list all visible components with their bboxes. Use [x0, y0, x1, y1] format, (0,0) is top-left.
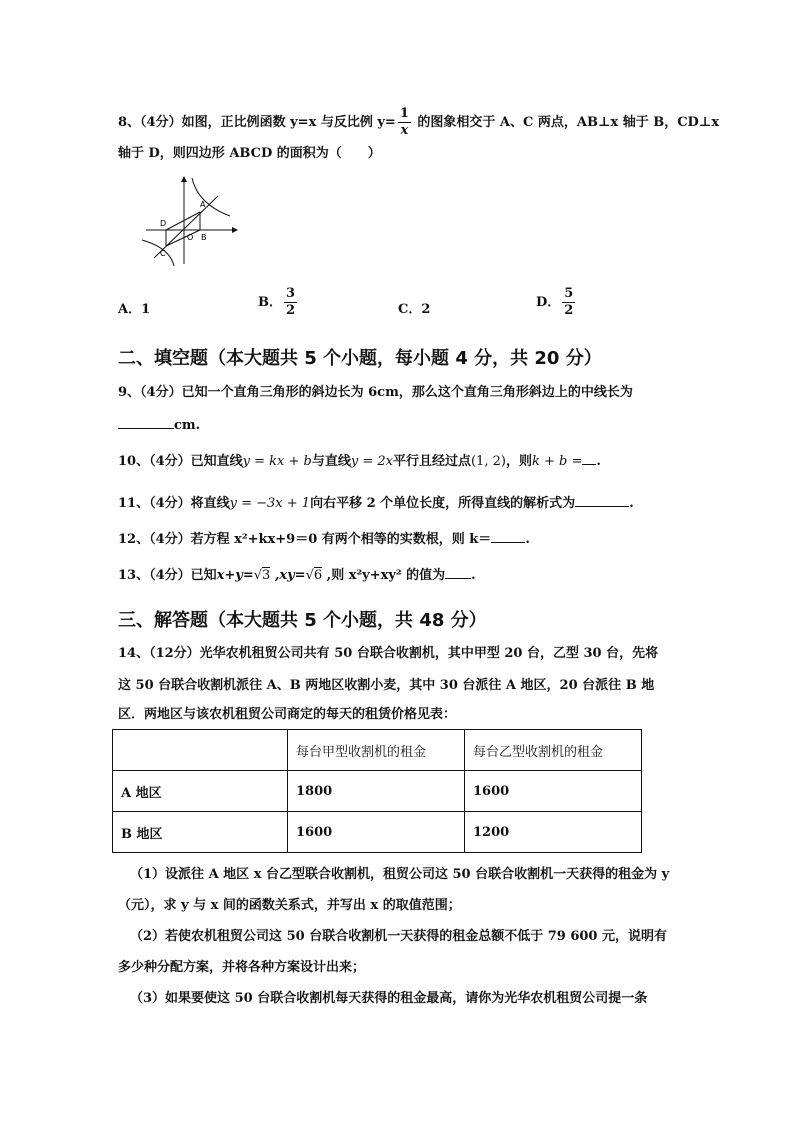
- table-row: [113, 771, 642, 812]
- q9-blank[interactable]: [118, 416, 174, 429]
- q14-line1: 14、（12分）光华农机租贸公司共有 50 台联合收割机，其中甲型 20 台，乙型 30 台，先将: [118, 646, 659, 661]
- table-row: [113, 812, 642, 853]
- choice-a-value: 1: [141, 302, 151, 317]
- q8-frac-den: x: [400, 123, 409, 138]
- table-cell: 1600: [465, 771, 642, 812]
- choice-b-den: 2: [286, 303, 296, 318]
- q13-part2: ,xy=: [270, 568, 306, 583]
- q14-part2-line2: 多少种分配方案，并将各种方案设计出来；: [118, 960, 366, 975]
- q8-fraction: [398, 106, 411, 139]
- table-header-cell: 每台甲型收割机的租金: [288, 730, 465, 771]
- choice-d-letter: D．: [536, 295, 561, 310]
- q11-eq: y = −3x + 1: [229, 496, 311, 511]
- q8-text-b: 的图象相交于 A、C 两点，AB⊥x 轴于 B，CD⊥x: [412, 115, 720, 130]
- label-A: A: [200, 200, 206, 209]
- rental-price-table: [112, 729, 642, 853]
- q10-suffix: .: [596, 454, 601, 469]
- choice-d-den: 2: [564, 303, 574, 318]
- q8-figure: [140, 174, 240, 266]
- label-O: O: [187, 233, 194, 242]
- section3-title: 三、解答题（本大题共 5 个小题，共 48 分）: [118, 610, 487, 631]
- q9-line1: 9、（4分）已知一个直角三角形的斜边长为 6cm，那么这个直角三角形斜边上的中线长为: [118, 385, 633, 400]
- q14-line3: 区．两地区与该农机租贸公司商定的每天的租赁价格见表：: [118, 707, 457, 722]
- choice-b-letter: B．: [258, 295, 282, 310]
- q14-part2-line1: （2）若使农机租贸公司这 50 台联合收割机一天获得的租金总额不低于 79 600 元，说明有: [130, 929, 667, 944]
- label-B: B: [201, 233, 207, 242]
- table-header-row: [113, 730, 642, 771]
- q10-eq1: y = kx + b: [242, 454, 312, 469]
- segment-AD: [166, 212, 200, 230]
- q10-line: [118, 452, 601, 471]
- y-axis-arrow: [181, 176, 187, 182]
- q14-line2: 这 50 台联合收割机派往 A、B 两地区收割小麦，其中 30 台派往 A 地区，20 台派往 B 地: [118, 678, 655, 693]
- q12-text: 12、（4分）若方程 x²+kx+9＝0 有两个相等的实数根，则 k＝: [118, 532, 492, 547]
- q8-line2: 轴于 D，则四边形 ABCD 的面积为（ ）: [118, 146, 381, 161]
- q13-prefix: 13、（4分）已知: [118, 568, 217, 583]
- q13-part1: x+y=: [216, 568, 254, 583]
- table-cell: 1200: [465, 812, 642, 853]
- q12-line: [118, 530, 530, 549]
- q12-blank[interactable]: [491, 530, 525, 543]
- q11-blank[interactable]: [575, 494, 629, 507]
- choice-c-letter: C．: [398, 302, 422, 317]
- label-D: D: [160, 219, 167, 228]
- section2-title: 二、填空题（本大题共 5 个小题，每小题 4 分，共 20 分）: [118, 348, 602, 369]
- q8-choice-c[interactable]: [398, 298, 430, 317]
- q8-frac-num: 1: [399, 106, 409, 121]
- hyperbola-branch-1: [192, 178, 230, 216]
- table-cell: 1600: [288, 812, 465, 853]
- choice-d-num: 5: [564, 286, 574, 301]
- q10-mid2: 平行且经过点: [392, 454, 471, 469]
- q13-sqrt2: 6: [313, 568, 323, 583]
- table-header-cell: [113, 730, 288, 771]
- q11-text: 向右平移 2 个单位长度，所得直线的解析式为: [310, 496, 576, 511]
- q8-text-a: 8、（4分）如图，正比例函数 y=x 与反比例 y=: [118, 115, 396, 130]
- q10-point: (1, 2): [470, 454, 506, 469]
- q9-line2: [118, 416, 200, 435]
- q13-blank[interactable]: [445, 566, 471, 579]
- q10-prefix: 10、（4分）已知直线: [118, 454, 243, 469]
- q13-suffix: .: [471, 568, 476, 583]
- choice-b-num: 3: [286, 286, 296, 301]
- segment-CB: [166, 230, 200, 246]
- sqrt-sign: √: [253, 568, 263, 583]
- q13-part3: ,则 x²y+xy² 的值为: [322, 568, 446, 583]
- q10-eq3: k + b =: [531, 454, 583, 469]
- label-C: C: [160, 249, 166, 258]
- choice-c-value: 2: [421, 302, 431, 317]
- table-cell: 1800: [288, 771, 465, 812]
- q8-choice-b[interactable]: [258, 286, 299, 319]
- q12-suffix: .: [525, 532, 530, 547]
- q8-line1: [118, 106, 719, 139]
- q10-blank[interactable]: [582, 452, 596, 465]
- q8-choice-d[interactable]: [536, 286, 577, 319]
- q13-line: [118, 566, 476, 585]
- q14-part3-line1: （3）如果要使这 50 台联合收割机每天获得的租金最高，请你为光华农机租贸公司提一条: [130, 991, 648, 1006]
- sqrt-sign: √: [305, 568, 314, 583]
- q10-mid: 与直线: [311, 454, 351, 469]
- q11-prefix: 11、（4分）将直线: [118, 496, 230, 511]
- table-header-cell: 每台乙型收割机的租金: [465, 730, 642, 771]
- q10-mid3: ，则: [505, 454, 532, 469]
- q11-suffix: .: [629, 496, 634, 511]
- q8-choice-a[interactable]: [118, 298, 150, 317]
- q10-eq2: y = 2x: [350, 454, 393, 469]
- q9-suffix: cm.: [174, 418, 201, 433]
- x-axis-arrow: [232, 227, 238, 233]
- choice-a-letter: A．: [118, 302, 142, 317]
- table-cell: B 地区: [113, 812, 288, 853]
- q14-part1-line1: （1）设派往 A 地区 x 台乙型联合收割机，租贸公司这 50 台联合收割机一天获得的租金为 y: [130, 867, 670, 882]
- q14-part1-line2: （元），求 y 与 x 间的函数关系式，并写出 x 的取值范围；: [118, 898, 461, 913]
- q13-sqrt1: 3: [262, 568, 271, 583]
- table-cell: A 地区: [113, 771, 288, 812]
- q11-line: [118, 494, 634, 513]
